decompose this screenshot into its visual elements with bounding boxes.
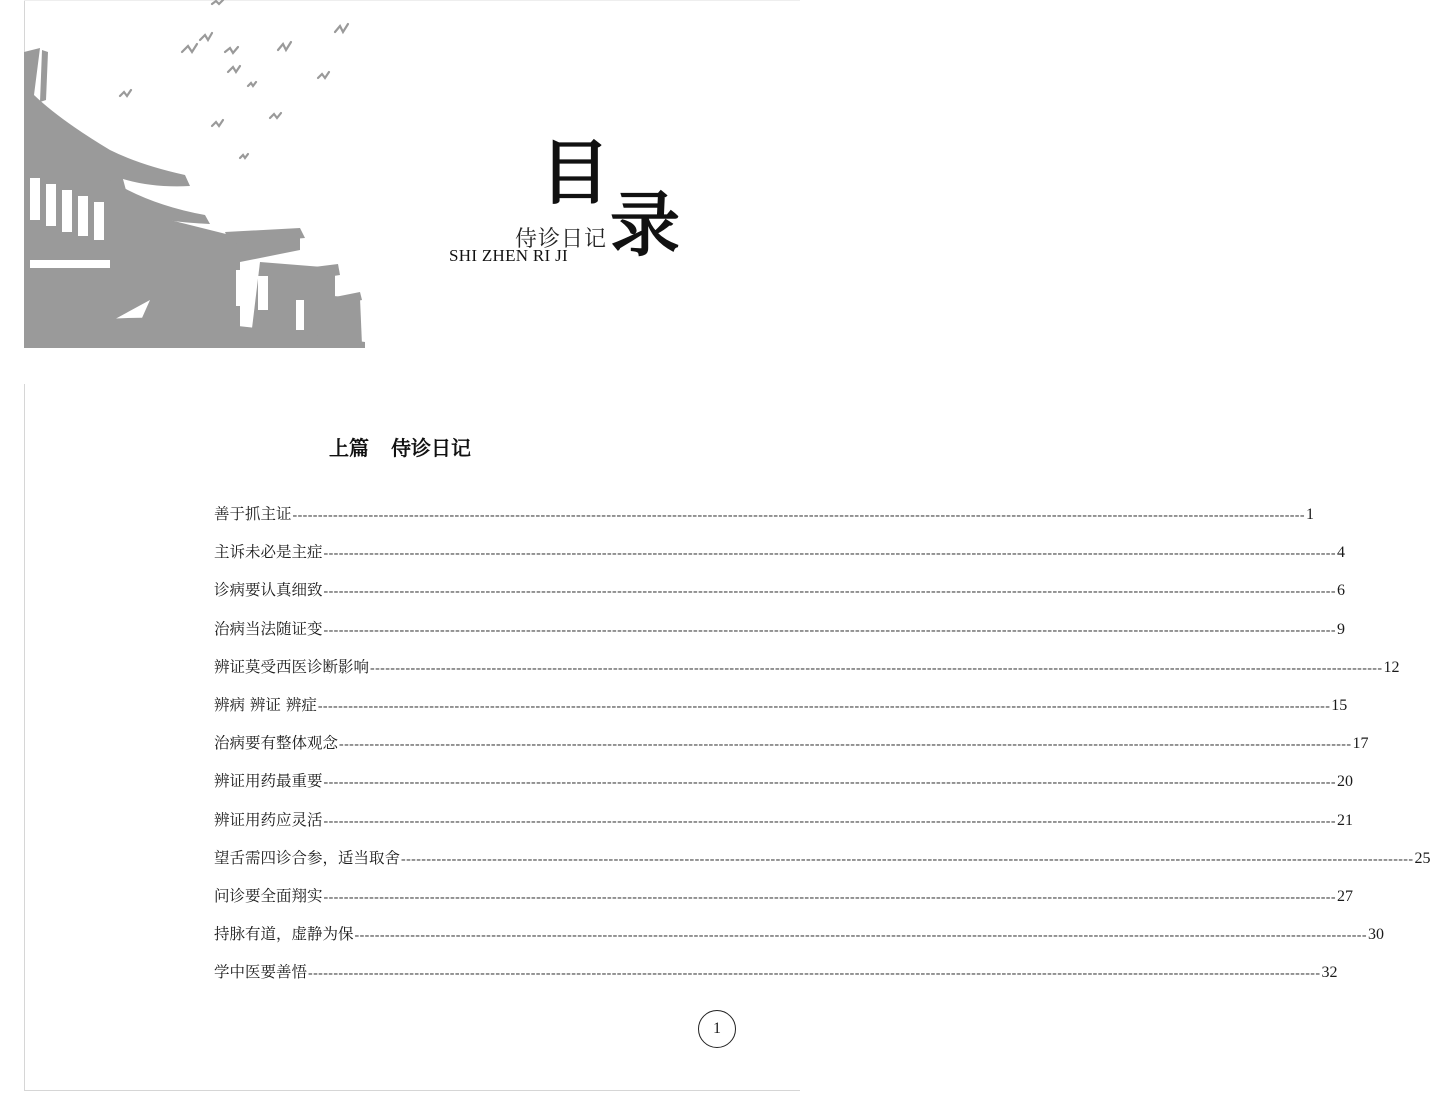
toc-entry-page: 4 (1336, 544, 1345, 562)
toc-entry-title: 诊病要认真细致 (214, 581, 323, 600)
toc-dot-leader: -------------------------------------------------------------------------------------------------------------------------------------------------------------------------------------------------------- (370, 660, 1383, 676)
toc-entry-title: 持脉有道，虚静为保 (214, 925, 354, 944)
toc-entry-page: 21 (1336, 811, 1353, 829)
toc-entry-page: 1 (1305, 506, 1314, 523)
toc-entry-title: 辨病 辨证 辨症 (214, 695, 317, 714)
section-heading (0, 432, 800, 461)
toc-entry-page: 27 (1336, 887, 1353, 905)
page-number-badge: 1 (698, 1010, 736, 1048)
toc-entry[interactable] (214, 731, 1369, 769)
section-title-label: 侍诊日记 (391, 436, 471, 460)
toc-entry-title: 学中医要善悟 (214, 963, 308, 982)
toc-entry[interactable] (214, 960, 1338, 998)
toc-dot-leader: -------------------------------------------------------------------------------------------------------------------------------------------------------------------------------------------------------- (323, 889, 1336, 905)
toc-entry-title: 治病要有整体观念 (214, 734, 339, 753)
toc-dot-leader: -------------------------------------------------------------------------------------------------------------------------------------------------------------------------------------------------------- (323, 546, 1336, 562)
toc-entry[interactable] (214, 884, 1353, 922)
toc-entry[interactable] (214, 693, 1348, 731)
frame-line-left-vertical (24, 384, 25, 1090)
toc-entry-title: 辨证莫受西医诊断影响 (214, 657, 370, 676)
frame-line-bottom (24, 1090, 800, 1091)
toc-entry[interactable] (214, 808, 1353, 846)
toc-entry-page: 32 (1321, 964, 1338, 982)
toc-entry-page: 20 (1336, 773, 1353, 791)
toc-dot-leader: -------------------------------------------------------------------------------------------------------------------------------------------------------------------------------------------------------- (401, 851, 1414, 867)
toc-dot-leader: -------------------------------------------------------------------------------------------------------------------------------------------------------------------------------------------------------- (317, 698, 1331, 714)
toc-entry-title: 问诊要全面翔实 (214, 886, 323, 905)
toc-entry-title: 辨证用药应灵活 (214, 810, 323, 829)
toc-dot-leader: -------------------------------------------------------------------------------------------------------------------------------------------------------------------------------------------------------- (323, 813, 1336, 829)
eaves-and-birds-illustration (0, 0, 380, 360)
toc-dot-leader: -------------------------------------------------------------------------------------------------------------------------------------------------------------------------------------------------------- (292, 508, 1305, 523)
toc-dot-leader: -------------------------------------------------------------------------------------------------------------------------------------------------------------------------------------------------------- (323, 584, 1336, 600)
title-char-mu: 目 (540, 131, 610, 214)
toc-entry[interactable] (214, 540, 1345, 578)
toc-entry-title: 主诉未必是主症 (214, 543, 323, 562)
toc-entry[interactable] (214, 502, 1314, 540)
toc-entry-title: 善于抓主证 (214, 505, 292, 523)
toc-entry-page: 17 (1352, 735, 1369, 753)
toc-entry-title: 望舌需四诊合参，适当取舍 (214, 848, 401, 867)
toc-dot-leader: -------------------------------------------------------------------------------------------------------------------------------------------------------------------------------------------------------- (308, 966, 1321, 982)
section-part-label: 上篇 (329, 436, 369, 460)
toc-entry-page: 9 (1336, 620, 1345, 638)
table-of-contents (214, 502, 1430, 998)
book-subtitle: 侍诊日记 (515, 227, 608, 252)
toc-entry-page: 30 (1367, 926, 1384, 944)
toc-dot-leader: -------------------------------------------------------------------------------------------------------------------------------------------------------------------------------------------------------- (354, 928, 1367, 944)
toc-entry-title: 治病当法随证变 (214, 619, 323, 638)
toc-dot-leader: -------------------------------------------------------------------------------------------------------------------------------------------------------------------------------------------------------- (323, 775, 1336, 791)
toc-entry[interactable] (214, 922, 1384, 960)
toc-entry-title: 辨证用药最重要 (214, 772, 323, 791)
title-char-lu: 录 (610, 183, 680, 266)
toc-entry-page: 15 (1331, 696, 1348, 714)
toc-entry-page: 12 (1383, 658, 1400, 676)
toc-entry-page: 25 (1414, 849, 1430, 867)
toc-dot-leader: -------------------------------------------------------------------------------------------------------------------------------------------------------------------------------------------------------- (339, 737, 1352, 753)
book-subtitle-pinyin: SHI ZHEN RI JI (449, 246, 568, 265)
toc-entry[interactable] (214, 617, 1345, 655)
toc-entry-page: 6 (1336, 582, 1345, 600)
toc-entry[interactable] (214, 578, 1345, 616)
toc-entry[interactable] (214, 655, 1400, 693)
toc-dot-leader: -------------------------------------------------------------------------------------------------------------------------------------------------------------------------------------------------------- (323, 622, 1336, 638)
toc-entry[interactable] (214, 769, 1353, 807)
toc-entry[interactable] (214, 846, 1430, 884)
